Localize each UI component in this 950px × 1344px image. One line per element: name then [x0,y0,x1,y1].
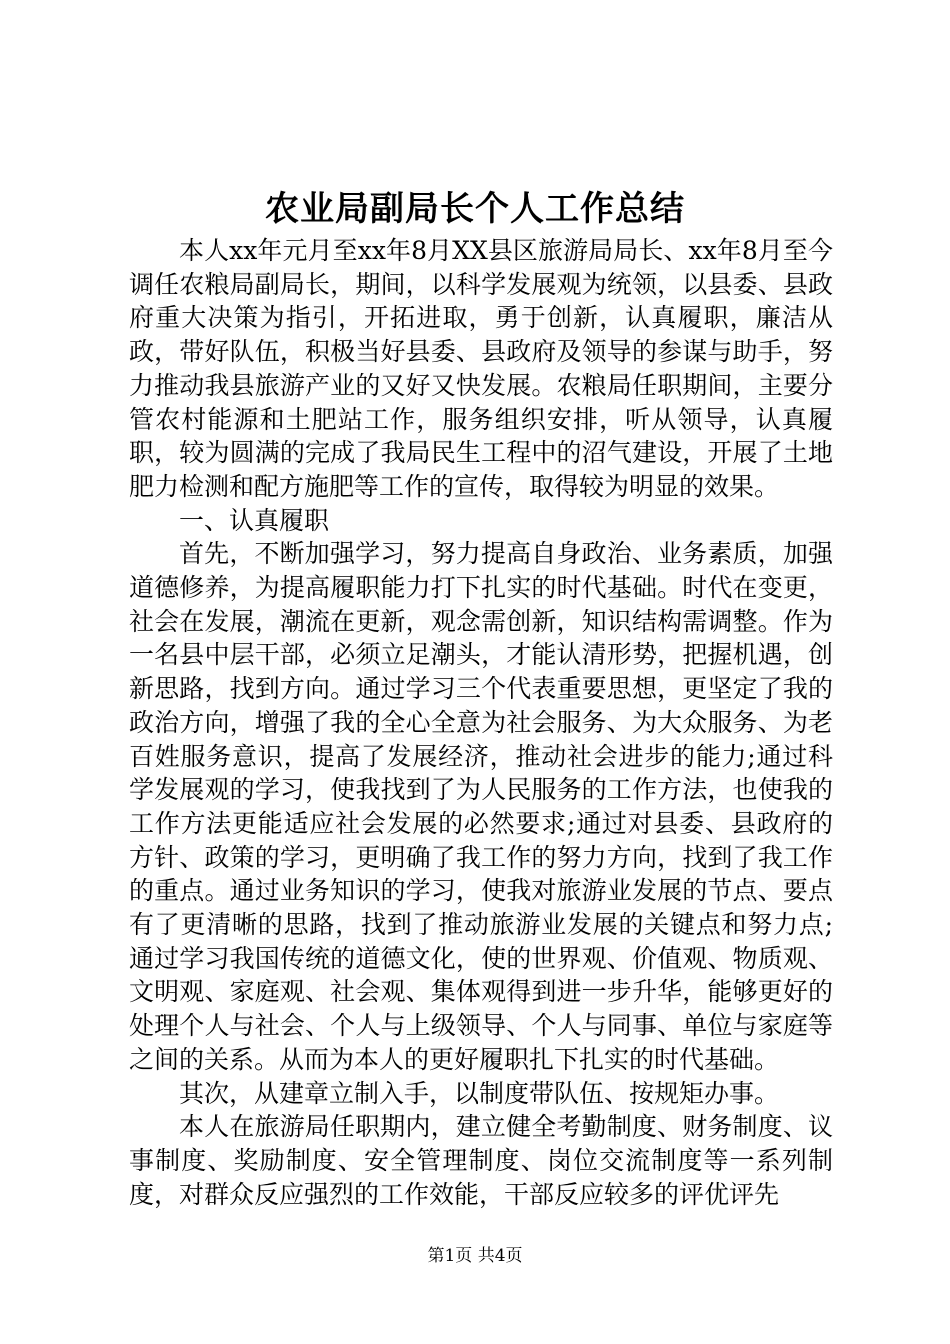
section-heading: 一、认真履职 [179,505,330,535]
paragraph-intro: 本人xx年元月至xx年8月XX县区旅游局局长、xx年8月至今调任农粮局副局长，期间，以科学发展观为统领，以县委、县政府重大决策为指引，开拓进取，勇于创新，认真履职，廉洁从政，带好队伍，积极当好县委、县政府及领导的参谋与助手，努力推动我县旅游产业的又好又快发展。农粮局任职期间，主要分管农村能源和土肥站工作，服务组织安排，听从领导，认真履职，较为圆满的完成了我局民生工程中的沼气建设，开展了土地肥力检测和配方施肥等工作的宣传，取得较为明显的效果。 [129,236,833,501]
document-title: 农业局副局长个人工作总结 [265,189,685,229]
paragraph-second: 其次，从建章立制入手，以制度带队伍、按规矩办事。 [179,1078,780,1108]
page-footer: 第1页 共4页 [427,1246,523,1266]
paragraph-first: 首先，不断加强学习，努力提高自身政治、业务素质，加强道德修养，为提高履职能力打下扎实的时代基础。时代在变更，社会在发展，潮流在更新，观念需创新，知识结构需调整。作为一名县中层干部，必须立足潮头，才能认清形势，把握机遇，创新思路，找到方向。通过学习三个代表重要思想，更坚定了我的政治方向，增强了我的全心全意为社会服务、为大众服务、为老百姓服务意识，提高了发展经济，推动社会进步的能力;通过科学发展观的学习，使我找到了为人民服务的工作方法，也使我的工作方法更能适应社会发展的必然要求;通过对县委、县政府的方针、政策的学习，更明确了我工作的努力方向，找到了我工作的重点。通过业务知识的学习，使我对旅游业发展的节点、要点有了更清晰的思路，找到了推动旅游业发展的关键点和努力点;通过学习我国传统的道德文化，使的世界观、价值观、物质观、文明观、家庭观、社会观、集体观得到进一步升华，能够更好的处理个人与社会、个人与上级领导、个人与同事、单位与家庭等之间的关系。从而为本人的更好履职扎下扎实的时代基础。 [129,539,833,1074]
document-body [129,234,833,1211]
paragraph-third: 本人在旅游局任职期内，建立健全考勤制度、财务制度、议事制度、奖励制度、安全管理制度、岗位交流制度等一系列制度，对群众反应强烈的工作效能，干部反应较多的评优评先 [129,1112,833,1209]
